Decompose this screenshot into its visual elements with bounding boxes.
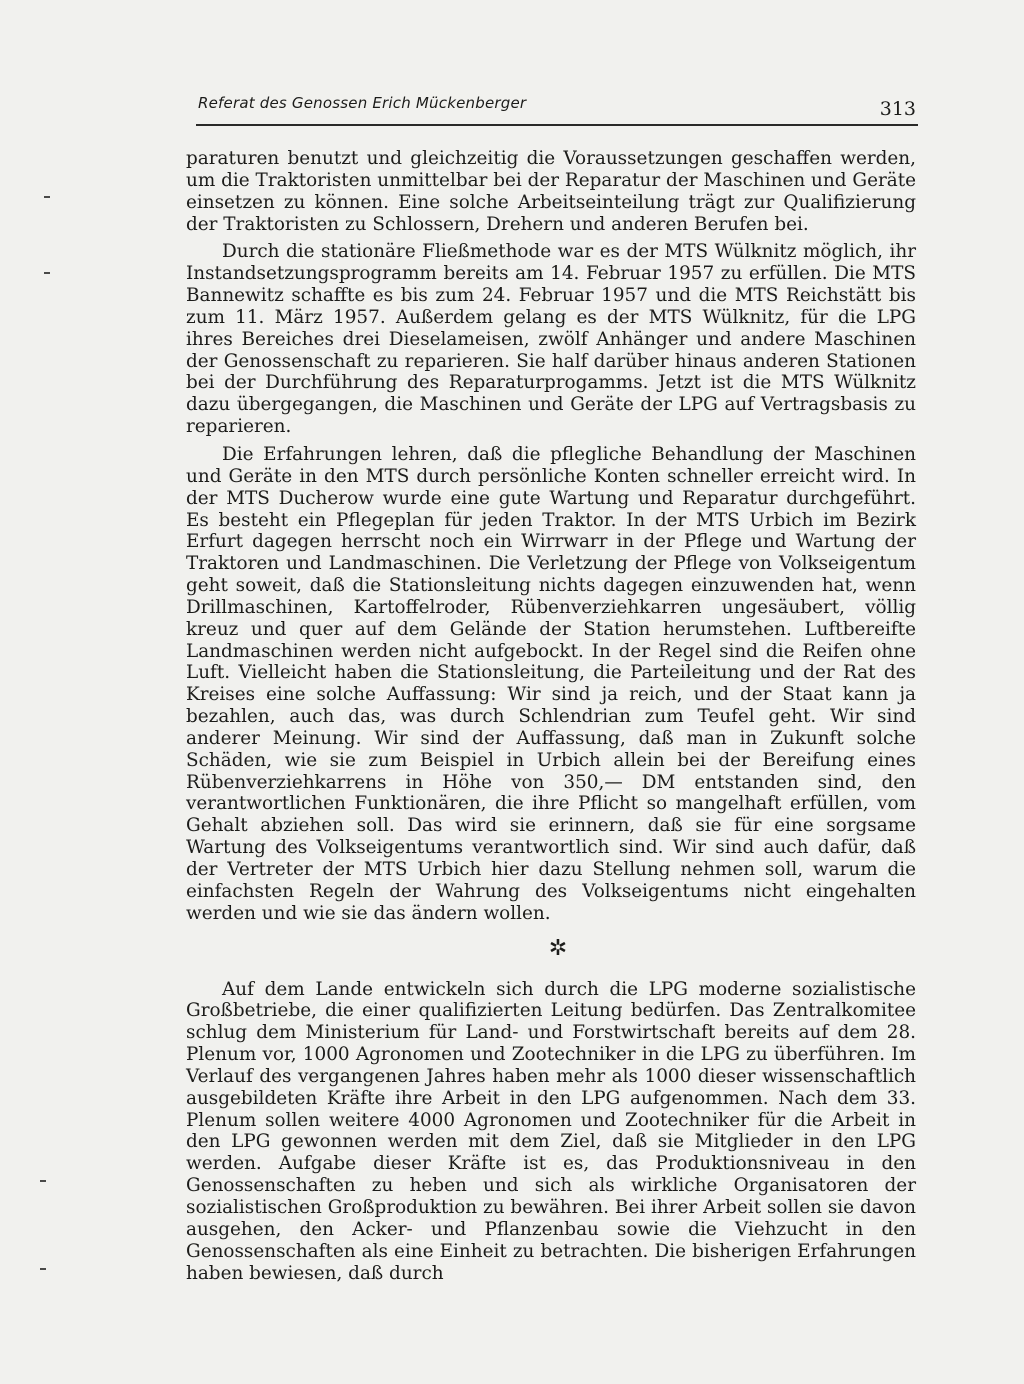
header-rule [196,124,918,126]
margin-mark [40,1180,46,1182]
paragraph-2: Durch die stationäre Fließmethode war es der MTS Wülknitz möglich, ihr Instandsetzungsprogramm bereits am 14. Februar 1957 zu erfüllen. Die MTS Bannewitz schaffte es bis zum 24. Februar 1957 und die MTS Reichstätt bis zum 11. März 1957. Außerdem gelang es der MTS Wülknitz, für die LPG ihres Bereiches drei Dieselameisen, zwölf Anhänger und andere Maschinen der Genossenschaft zu reparieren. Sie half darüber hinaus anderen Stationen bei der Durchführung des Reparaturprogamms. Jetzt ist die MTS Wülknitz dazu übergegangen, die Maschinen und Geräte der LPG auf Vertragsbasis zu reparieren. [186,241,916,438]
margin-mark [44,272,50,274]
body-text [186,148,916,1290]
running-head [196,92,918,126]
running-title: Referat des Genossen Erich Mückenberger [198,94,527,112]
page-number: 313 [879,98,916,120]
margin-mark [44,196,50,198]
paragraph-4: Auf dem Lande entwickeln sich durch die LPG moderne sozialistische Großbetriebe, die einer qualifizierten Leitung bedürfen. Das Zentralkomitee schlug dem Ministerium für Land- und Forstwirtschaft bereits auf dem 28. Plenum vor, 1000 Agronomen und Zootechniker in die LPG zu überführen. Im Verlauf des vergangenen Jahres haben mehr als 1000 dieser wissenschaftlich ausgebildeten Kräfte ihre Arbeit in den LPG aufgenommen. Nach dem 33. Plenum sollen weitere 4000 Agronomen und Zootechniker für die Arbeit in den LPG gewonnen werden mit dem Ziel, daß sie Mitglieder in den LPG werden. Aufgabe dieser Kräfte ist es, das Produktionsniveau in den Genossenschaften zu heben und sich als wirkliche Organisatoren der sozialistischen Großproduktion zu bewähren. Bei ihrer Arbeit sollen sie davon ausgehen, den Acker- und Pflanzenbau sowie die Viehzucht in den Genossenschaften als eine Einheit zu betrachten. Die bisherigen Erfahrungen haben bewiesen, daß durch [186,978,916,1284]
paragraph-3: Die Erfahrungen lehren, daß die pflegliche Behandlung der Maschinen und Geräte in den MTS durch persönliche Konten schneller erreicht wird. In der MTS Ducherow wurde eine gute Wartung und Reparatur durchgeführt. Es besteht ein Pflegeplan für jeden Traktor. In der MTS Urbich im Bezirk Erfurt dagegen herrscht noch ein Wirrwarr in der Pflege und Wartung der Traktoren und Landmaschinen. Die Verletzung der Pflege von Volkseigentum geht soweit, daß die Stationsleitung nichts dagegen einzuwenden hat, wenn Drillmaschinen, Kartoffelroder, Rübenverziehkarren ungesäubert, völlig kreuz und quer auf dem Gelände der Station herumstehen. Luftbereifte Landmaschinen werden nicht aufgebockt. In der Regel sind die Reifen ohne Luft. Vielleicht haben die Stationsleitung, die Parteileitung und der Rat des Kreises eine solche Auffassung: Wir sind ja reich, und der Staat kann ja bezahlen, auch das, was durch Schlendrian zum Teufel geht. Wir sind anderer Meinung. Wir sind der Auffassung, daß man in Zukunft solche Schäden, wie sie zum Beispiel in Urbich allein bei der Bereifung eines Rübenverziehkarrens in Höhe von 350,— DM entstanden sind, den verantwortlichen Funktionären, die ihre Pflicht so mangelhaft erfüllen, vom Gehalt abziehen soll. Das wird sie erinnern, daß sie für eine sorgsame Wartung des Volkseigentums verantwortlich sind. Wir sind auch dafür, daß der Vertreter der MTS Urbich hier dazu Stellung nehmen soll, warum die einfachsten Regeln der Wahrung des Volkseigentums nicht eingehalten werden und wie sie das ändern wollen. [186,443,916,924]
section-separator-ornament: ✲ [548,935,568,961]
paragraph-1: paraturen benutzt und gleichzeitig die Voraussetzungen geschaffen werden, um die Traktoristen unmittelbar bei der Reparatur der Maschinen und Geräte einsetzen zu können. Eine solche Arbeitseinteilung trägt zur Qualifizierung der Traktoristen zu Schlossern, Drehern und anderen Berufen bei. [186,148,916,235]
margin-mark [40,1268,46,1270]
